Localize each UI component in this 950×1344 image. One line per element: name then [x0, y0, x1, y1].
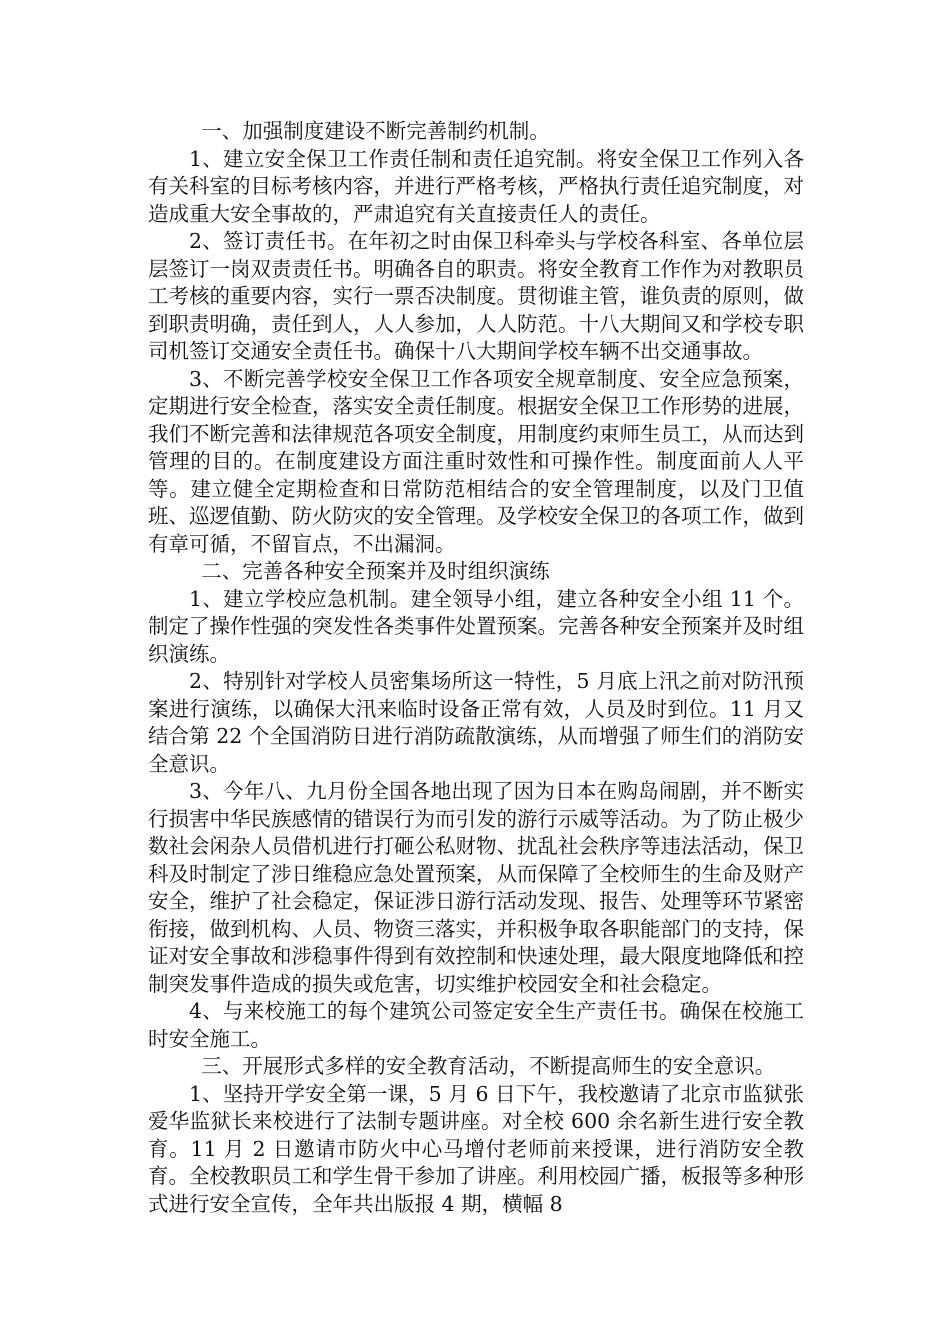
section-heading-3: 三、开展形式多样的安全教育活动，不断提高师生的安全意识。 — [201, 1054, 776, 1078]
paragraph-1-1: 1、建立安全保卫工作责任制和责任追究制。将安全保卫工作列入各有关科室的目标考核内容，并进行严格考核，严格执行责任追究制度，对造成重大安全事故的，严肃追究有关直接责任人的责任。 — [148, 146, 804, 226]
paragraph-1-2: 2、签订责任书。在年初之时由保卫科牵头与学校各科室、各单位层层签订一岗双责责任书。明确各自的职责。将安全教育工作作为对教职员工考核的重要内容，实行一票否决制度。贯彻谁主管，谁负责的原则，做到职责明确，责任到人，人人参加，人人防范。十八大期间又和学校专职司机签订交通安全责任书。确保十八大期间学校车辆不出交通事故。 — [148, 229, 804, 363]
paragraph-3-1: 1、坚持开学安全第一课，5 月 6 日下午，我校邀请了北京市监狱张爱华监狱长来校进行了法制专题讲座。对全校 600 余名新生进行安全教育。11 月 2 日邀请市防火中心马增付老师前来授课，进行消防安全教育。全校教职员工和学生骨干参加了讲座。利用校园广播，板报等多种形式进行安全宣传，全年共出版报 4 期，横幅 8 — [148, 1081, 804, 1216]
paragraph-1-3: 3、不断完善学校安全保卫工作各项安全规章制度、安全应急预案，定期进行安全检查，落实安全责任制度。根据安全保卫工作形势的进展，我们不断完善和法律规范各项安全制度，用制度约束师生员工，从而达到管理的目的。在制度建设方面注重时效性和可操作性。制度面前人人平等。建立健全定期检查和日常防范相结合的安全管理制度，以及门卫值班、巡逻值勤、防火防灾的安全管理。及学校安全保卫的各项工作，做到有章可循，不留盲点，不出漏洞。 — [148, 366, 804, 556]
section-heading-1: 一、加强制度建设不断完善制约机制。 — [201, 119, 550, 143]
paragraph-2-3: 3、今年八、九月份全国各地出现了因为日本在购岛闹剧，并不断实行损害中华民族感情的错误行为而引发的游行示威等活动。为了防止极少数社会闲杂人员借机进行打砸公私财物、扰乱社会秩序等违法活动，保卫科及时制定了涉日维稳应急处置预案，从而保障了全校师生的生命及财产安全，维护了社会稳定，保证涉日游行活动发现、报告、处理等环节紧密衔接，做到机构、人员、物资三落实，并积极争取各职能部门的支持，保证对安全事故和涉稳事件得到有效控制和快速处理，最大限度地降低和控制突发事件造成的损失或危害，切实维护校园安全和社会稳定。 — [148, 779, 804, 996]
paragraph-2-4: 4、与来校施工的每个建筑公司签定安全生产责任书。确保在校施工时安全施工。 — [148, 999, 804, 1051]
paragraph-2-2: 2、特别针对学校人员密集场所这一特性，5 月底上汛之前对防汛预案进行演练，以确保大汛来临时设备正常有效，人员及时到位。11 月又结合第 22 个全国消防日进行消防疏散演练，从而增强了师生们的消防安全意识。 — [148, 669, 804, 776]
paragraph-2-1: 1、建立学校应急机制。建全领导小组，建立各种安全小组 11 个。制定了操作性强的突发性各类事件处置预案。完善各种安全预案并及时组织演练。 — [148, 586, 804, 666]
section-heading-2: 二、完善各种安全预案并及时组织演练 — [201, 559, 550, 583]
document-body — [148, 118, 804, 1218]
